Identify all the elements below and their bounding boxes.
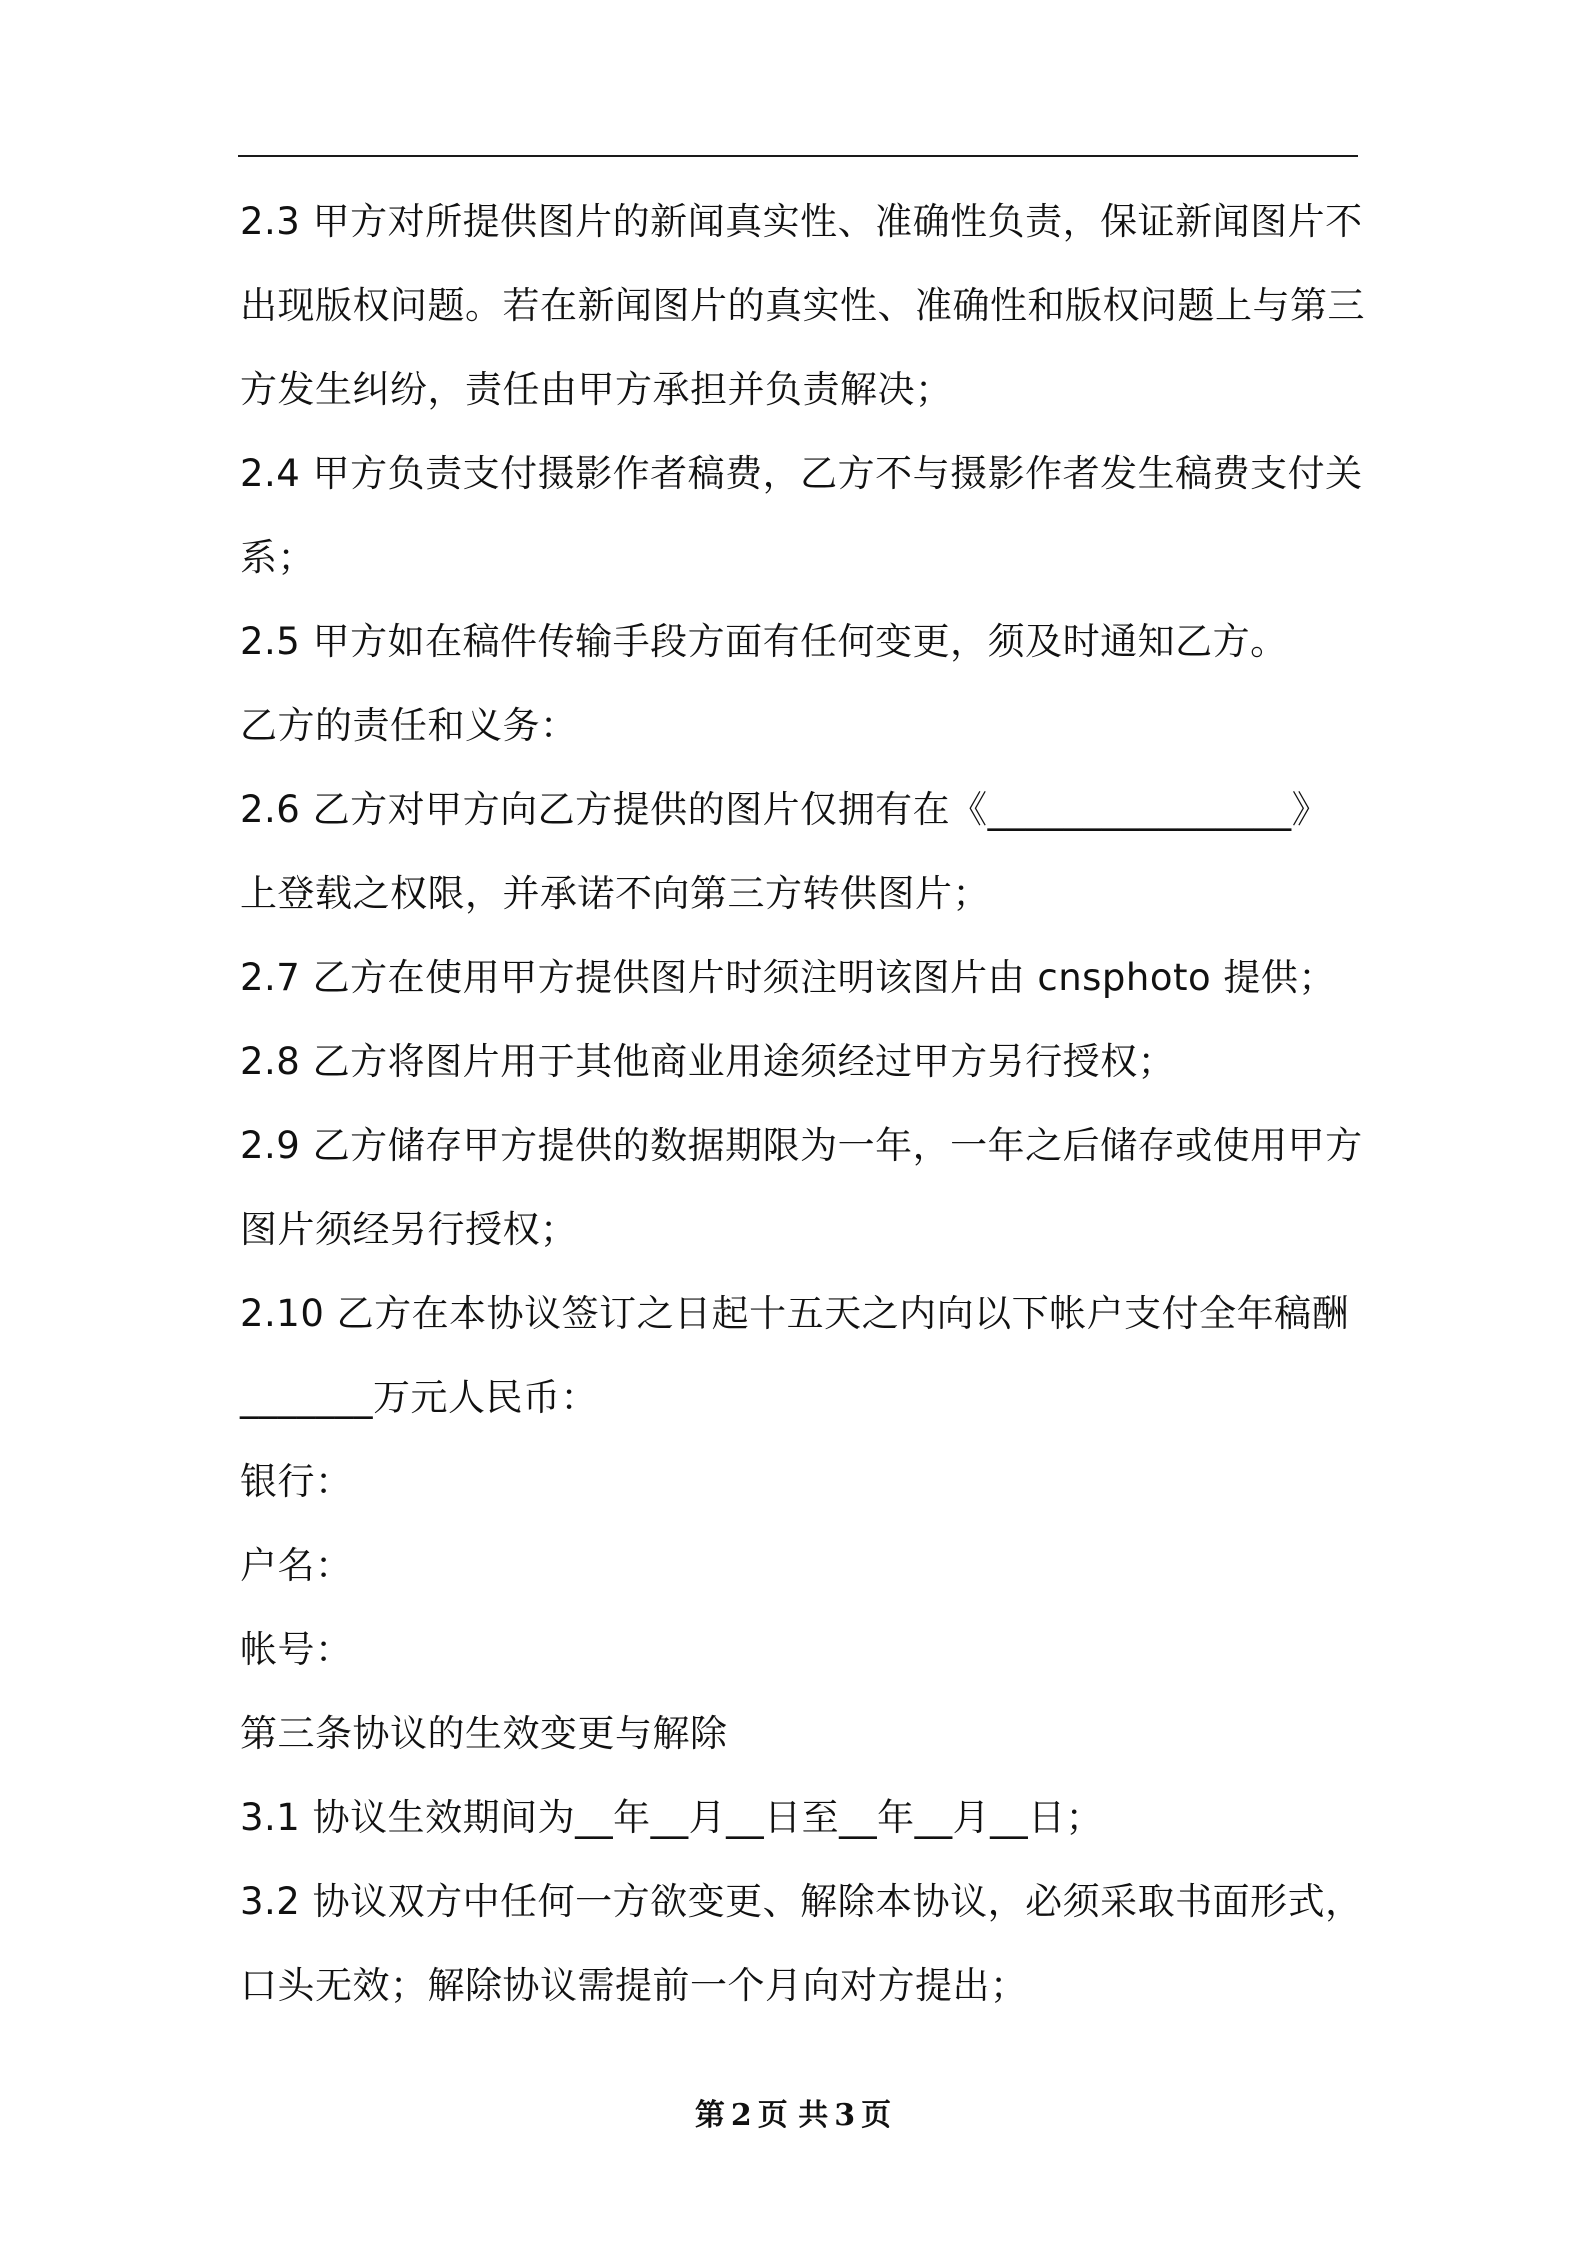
line-2-10-b: _______万元人民币： (240, 1376, 598, 1419)
line-2-4-b: 系； (240, 536, 315, 579)
line-3-2-a: 3.2 协议双方中任何一方欲变更、解除本协议，必须采取书面形式， (240, 1880, 1363, 1923)
account-name-field: 户名： (240, 1544, 353, 1587)
page-footer (0, 2090, 1586, 2134)
line-2-9-b: 图片须经另行授权； (240, 1208, 578, 1251)
footer-total-pages: 3 (834, 2098, 856, 2133)
footer-suffix: 页 (861, 2098, 892, 2133)
line-3-1: 3.1 协议生效期间为__年__月__日至__年__月__日； (240, 1796, 1104, 1839)
line-2-3-b: 出现版权问题。若在新闻图片的真实性、准确性和版权问题上与第三 (240, 284, 1365, 327)
line-2-4-a: 2.4 甲方负责支付摄影作者稿费，乙方不与摄影作者发生稿费支付关 (240, 452, 1363, 495)
footer-middle: 页 共 (757, 2098, 829, 2133)
line-2-6-b: 上登载之权限，并承诺不向第三方转供图片； (240, 872, 990, 915)
line-2-9-a: 2.9 乙方储存甲方提供的数据期限为一年，一年之后储存或使用甲方 (240, 1124, 1363, 1167)
article-3-heading: 第三条协议的生效变更与解除 (240, 1712, 728, 1755)
bank-field: 银行： (240, 1460, 353, 1503)
line-2-10-a: 2.10 乙方在本协议签订之日起十五天之内向以下帐户支付全年稿酬 (240, 1292, 1350, 1335)
line-2-5: 2.5 甲方如在稿件传输手段方面有任何变更，须及时通知乙方。 (240, 620, 1288, 663)
section-heading-party-b: 乙方的责任和义务： (240, 704, 578, 747)
footer-prefix: 第 (694, 2098, 725, 2133)
footer-current-page: 2 (730, 2098, 752, 2133)
line-2-3-a: 2.3 甲方对所提供图片的新闻真实性、准确性负责，保证新闻图片不 (240, 200, 1363, 243)
header-rule (238, 155, 1358, 157)
line-2-7: 2.7 乙方在使用甲方提供图片时须注明该图片由 cnsphoto 提供； (240, 956, 1336, 999)
line-3-2-b: 口头无效；解除协议需提前一个月向对方提出； (240, 1964, 1028, 2007)
line-2-8: 2.8 乙方将图片用于其他商业用途须经过甲方另行授权； (240, 1040, 1176, 1083)
line-2-3-c: 方发生纠纷，责任由甲方承担并负责解决； (240, 368, 953, 411)
account-number-field: 帐号： (240, 1628, 353, 1671)
line-2-6-a: 2.6 乙方对甲方向乙方提供的图片仅拥有在《________________》 (240, 788, 1330, 831)
document-body (240, 180, 1365, 2028)
